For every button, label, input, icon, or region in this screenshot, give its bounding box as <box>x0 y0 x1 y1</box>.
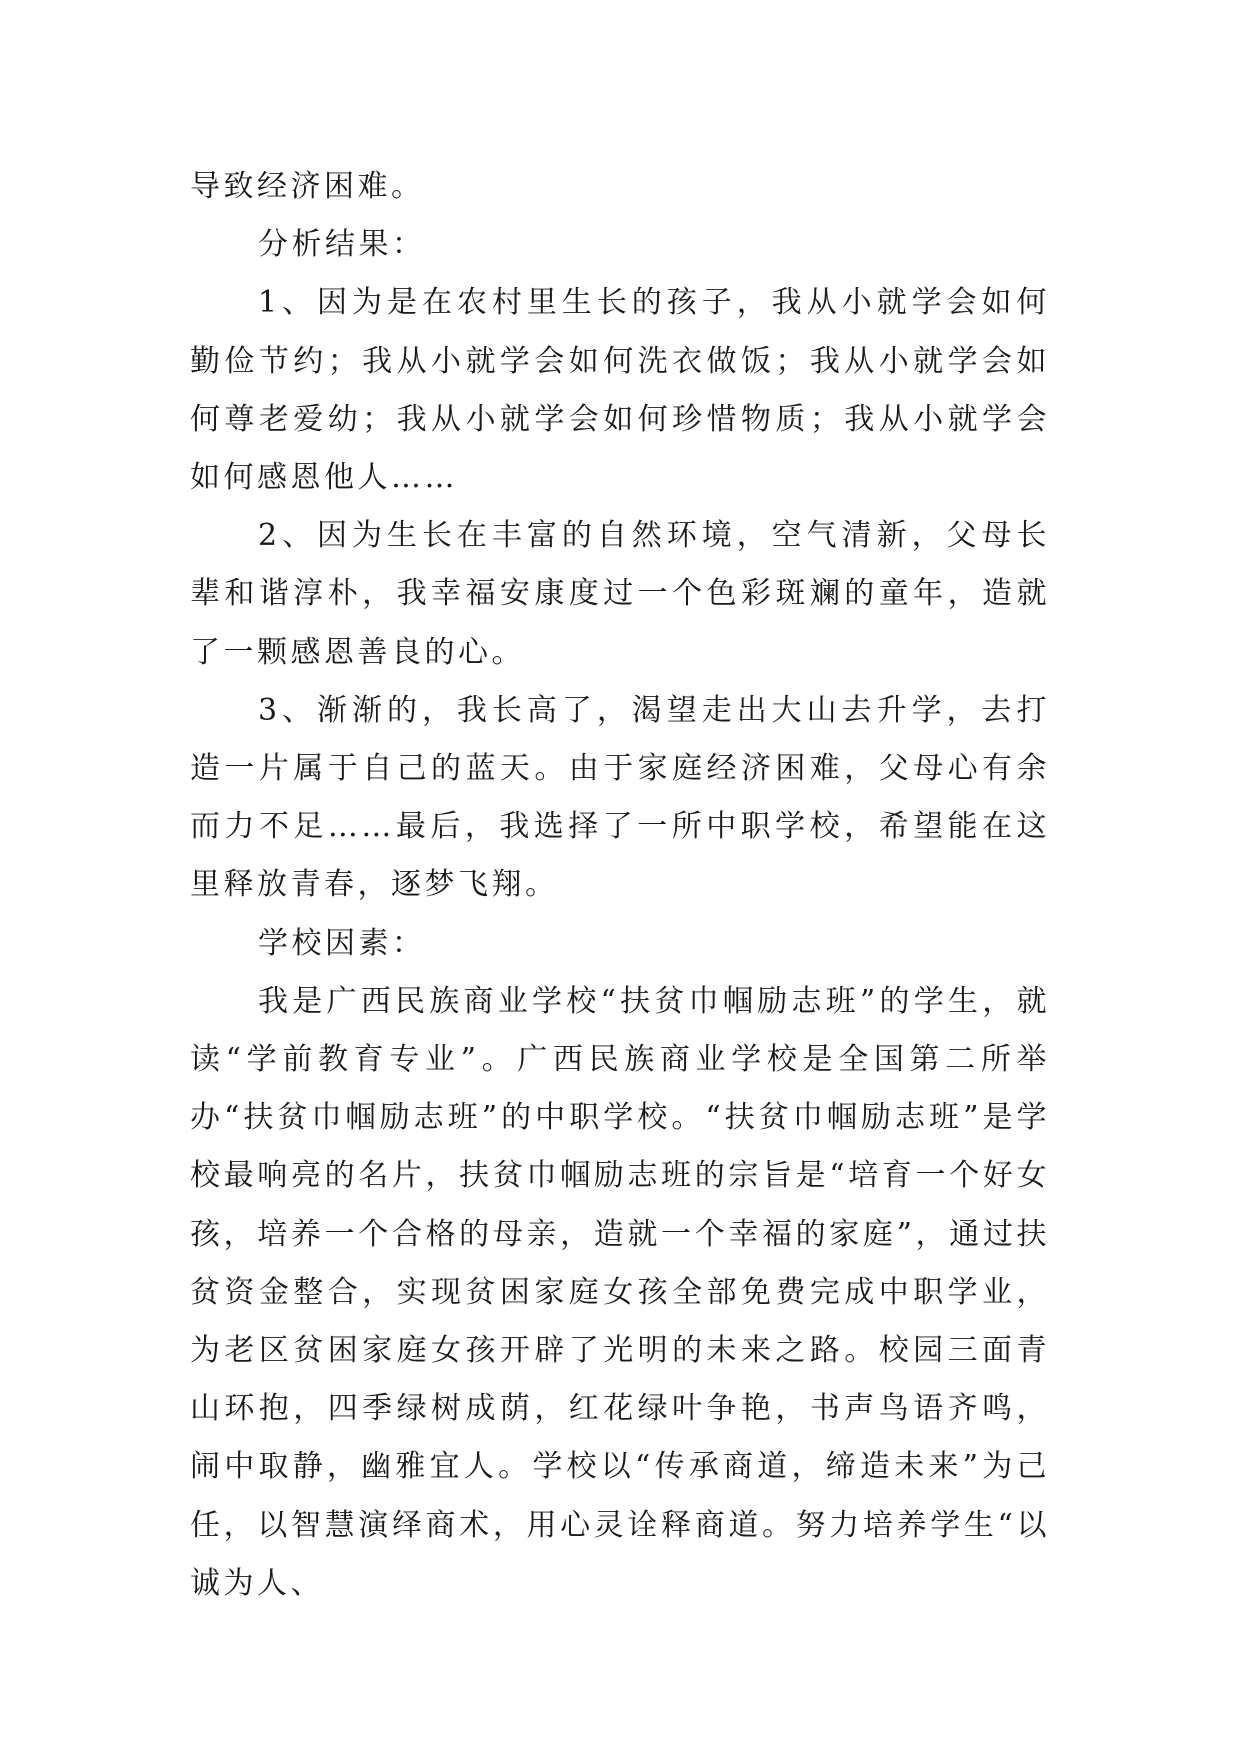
paragraph-school-description: 我是广西民族商业学校“扶贫巾帼励志班”的学生，就读“学前教育专业”。广西民族商业学校是全国第二所举办“扶贫巾帼励志班”的中职学校。“扶贫巾帼励志班”是学校最响亮的名片，扶贫巾帼励志班的宗旨是“培育一个好女孩，培养一个合格的母亲，造就一个幸福的家庭”，通过扶贫资金整合，实现贫困家庭女孩全部免费完成中职学业，为老区贫困家庭女孩开辟了光明的未来之路。校园三面青山环抱，四季绿树成荫，红花绿叶争艳，书声鸟语齐鸣，闹中取静，幽雅宜人。学校以“传承商道，缔造未来”为己任，以智慧演绎商术，用心灵诠释商道。努力培养学生“以诚为人、 <box>190 983 1050 1601</box>
heading-analysis-results: 分析结果： <box>258 227 426 263</box>
paragraph-item-2: 2、因为生长在丰富的自然环境，空气清新，父母长辈和谐淳朴，我幸福安康度过一个色彩斑斓的童年，造就了一颗感恩善良的心。 <box>190 518 1050 670</box>
paragraph-item-3: 3、渐渐的，我长高了，渴望走出大山去升学，去打造一片属于自己的蓝天。由于家庭经济困难，父母心有余而力不足……最后，我选择了一所中职学校，希望能在这里释放青春，逐梦飞翔。 <box>190 692 1050 903</box>
body-text <box>190 158 1050 1613</box>
paragraph-item-1: 1、因为是在农村里生长的孩子，我从小就学会如何勤俭节约；我从小就学会如何洗衣做饭；我从小就学会如何尊老爱幼；我从小就学会如何珍惜物质；我从小就学会如何感恩他人…… <box>190 285 1050 496</box>
paragraph-continuation: 导致经济困难。 <box>190 169 425 204</box>
heading-school-factors: 学校因素： <box>258 925 426 961</box>
